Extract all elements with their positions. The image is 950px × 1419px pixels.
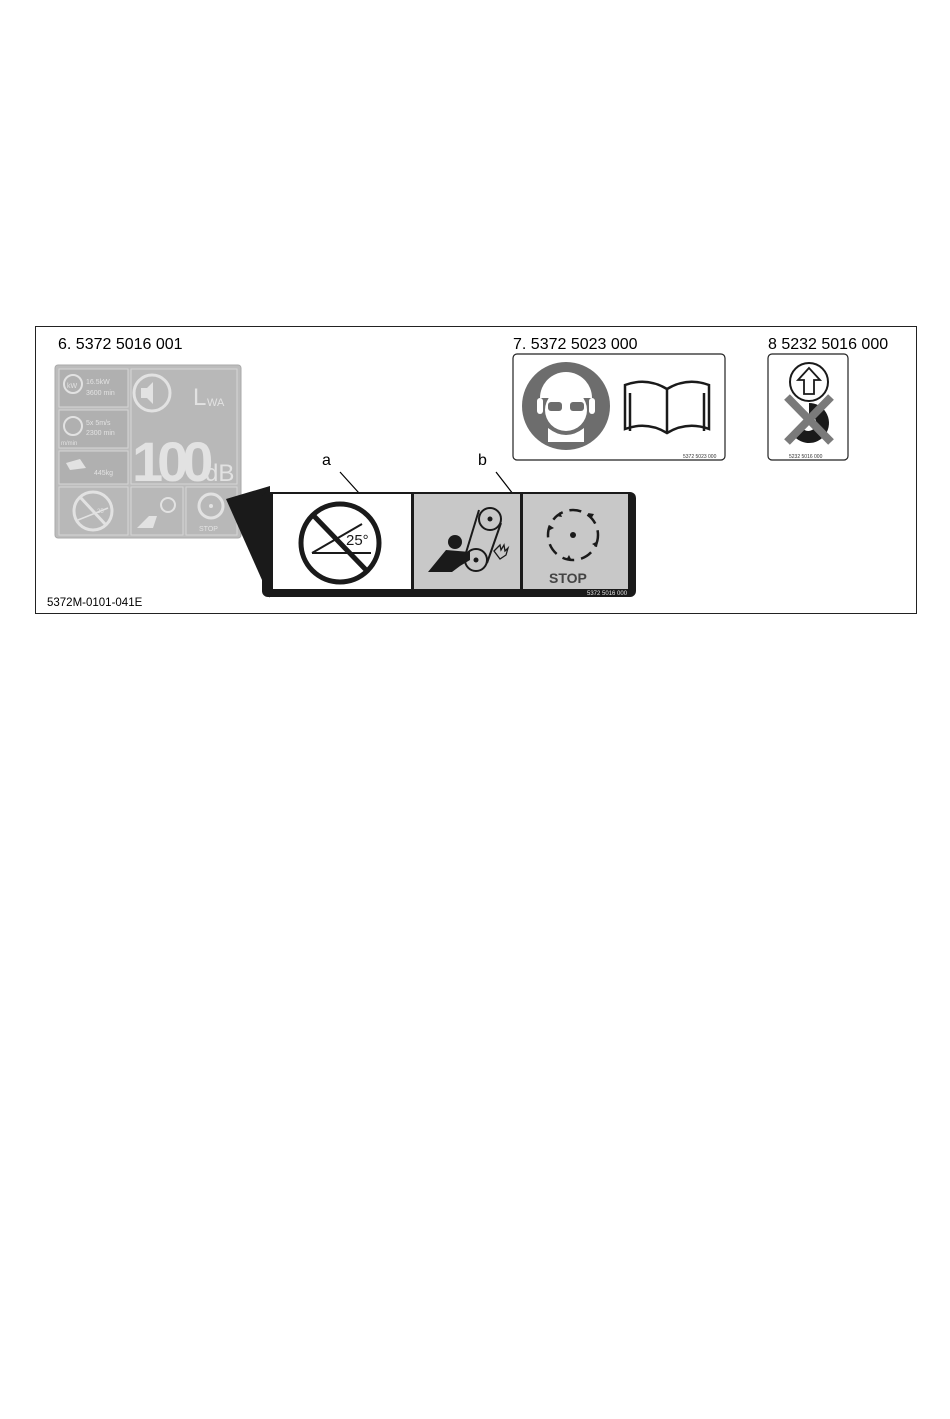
angle-label: 25° bbox=[346, 532, 369, 549]
decal-7-part-no: 5372 5023 000 bbox=[683, 454, 717, 460]
db-unit: dB bbox=[205, 460, 235, 487]
angle-small: 25 bbox=[97, 509, 104, 515]
lwa-sub: WA bbox=[207, 397, 225, 409]
svg-text:kW: kW bbox=[67, 383, 78, 390]
power-text: 16.5kW bbox=[86, 379, 110, 386]
decal-8-part-no: 5232 5016 000 bbox=[789, 454, 823, 460]
db-value: 100 bbox=[132, 430, 208, 493]
decal-6-part-no: 5372 5016 000 bbox=[587, 591, 628, 597]
callout-a: a bbox=[322, 452, 331, 469]
decal-7 bbox=[513, 354, 725, 460]
label-7: 7. 5372 5023 000 bbox=[513, 336, 638, 353]
decal-8 bbox=[768, 354, 848, 460]
label-8: 8 5232 5016 000 bbox=[768, 336, 889, 353]
stop-small: STOP bbox=[199, 526, 218, 533]
speed-a-text: 5x 5m/s bbox=[86, 420, 111, 427]
weight-text: 445kg bbox=[94, 470, 114, 477]
label-6: 6. 5372 5016 001 bbox=[58, 336, 183, 353]
stop-label: STOP bbox=[549, 570, 587, 586]
lwa-main: L bbox=[193, 384, 207, 411]
callout-b: b bbox=[478, 452, 487, 469]
figure-code: 5372M-0101-041E bbox=[47, 597, 143, 609]
unit-text: m/min bbox=[61, 441, 78, 447]
rpm-text: 3600 min bbox=[86, 390, 115, 397]
speed-b-text: 2300 min bbox=[86, 430, 115, 437]
